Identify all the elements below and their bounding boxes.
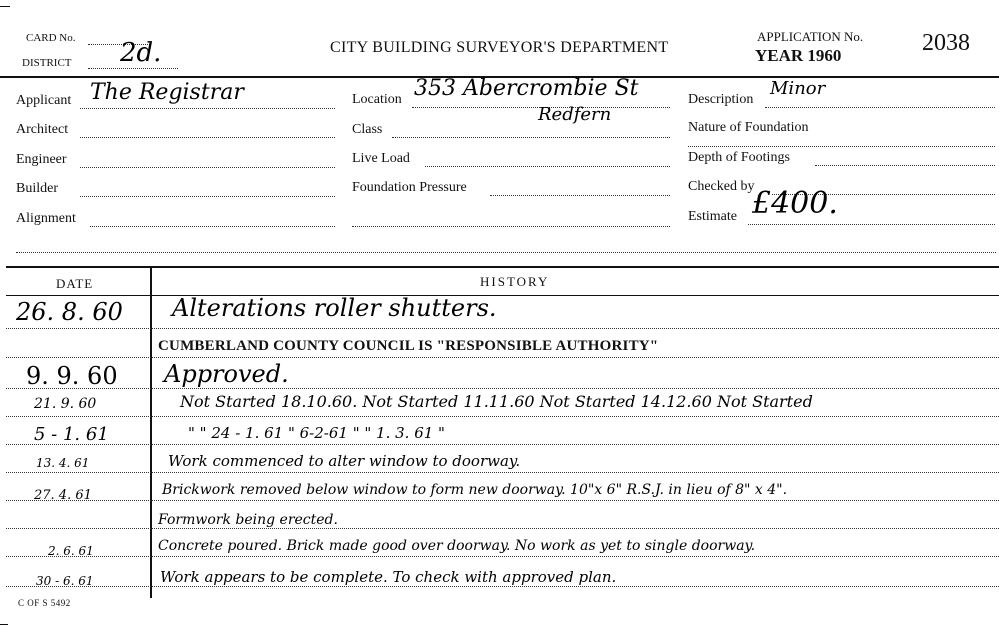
nature-of-foundation-line [688,146,995,147]
estimate-value: £400. [752,186,838,221]
history-entry: Formwork being erected. [158,512,338,528]
history-date: 13. 4. 61 [36,456,90,470]
history-entry: " " 24 - 1. 61 " 6-2-61 " " 1. 3. 61 " [188,424,445,442]
row-line [6,472,999,473]
application-no-label: APPLICATION No. [757,29,864,44]
history-date: 30 - 6. 61 [36,574,94,588]
district-label: DISTRICT [22,57,72,69]
history-top-rule [6,266,999,268]
estimate-line [748,224,995,225]
history-date: 27. 4. 61 [34,488,92,503]
history-entry: Work commenced to alter window to doorway. [168,452,521,470]
application-no: 2038 [922,30,970,56]
applicant-line [80,108,335,109]
history-header: HISTORY [480,274,550,289]
alignment-label: Alignment [16,211,76,226]
location-value: 353 Abercrombie St [414,76,639,101]
bottom-mark [0,624,8,625]
history-date: 2. 6. 61 [48,544,94,558]
history-date: 9. 9. 60 [26,362,118,390]
architect-label: Architect [16,122,69,137]
foundation-pressure-line [490,195,670,196]
description-line [765,107,995,108]
history-entry: Approved. [164,360,289,388]
row-line [6,528,999,529]
card-no-label: CARD No. [26,32,76,44]
row-line [6,388,999,389]
date-column-rule [150,268,152,598]
live-load-line [425,166,670,167]
applicant-label: Applicant [16,93,72,108]
fields-bottom-line [16,252,996,253]
engineer-line [80,167,335,168]
history-entry: Not Started 18.10.60. Not Started 11.11.60 Not Started 14.12.60 Not Started [180,392,813,411]
form-code: C OF S 5492 [18,598,71,608]
alignment-line [90,226,335,227]
location-value-2: Redfern [538,104,612,125]
row-line [6,444,999,445]
district-value: 2d. [120,38,162,68]
engineer-label: Engineer [16,152,67,167]
history-entry: Brickwork removed below window to form new doorway. 10"x 6" R.S.J. in lieu of 8" x 4". [162,482,788,498]
district-line [88,68,178,69]
location-label: Location [352,92,402,107]
class-line [392,137,670,138]
architect-line [80,137,335,138]
row-line [6,357,999,358]
description-value: Minor [770,78,826,99]
foundation-pressure-label: Foundation Pressure [352,180,467,195]
date-header: DATE [56,276,94,291]
history-header-rule [6,295,999,296]
history-entry: Work appears to be complete. To check with approved plan. [160,568,617,586]
checked-by-label: Checked by [688,179,755,194]
history-entry: Concrete poured. Brick made good over doorway. No work as yet to single doorway. [158,538,756,554]
depth-of-footings-line [815,165,995,166]
builder-label: Builder [16,181,58,196]
live-load-label: Live Load [352,151,410,166]
nature-of-foundation-label: Nature of Foundation [688,120,809,135]
estimate-label: Estimate [688,209,737,224]
stamp-authority: CUMBERLAND COUNTY COUNCIL IS "RESPONSIBLE AUTHORITY" [158,338,659,354]
row-line [6,328,999,329]
depth-of-footings-label: Depth of Footings [688,150,790,165]
row-line [6,416,999,417]
year-label: YEAR 1960 [755,46,842,65]
history-date: 26. 8. 60 [16,298,123,326]
class-label: Class [352,122,383,137]
middle-bottom-line [352,226,670,227]
row-line [6,586,999,587]
department-title: CITY BUILDING SURVEYOR'S DEPARTMENT [330,39,669,56]
row-line [6,500,999,501]
builder-line [80,196,335,197]
row-line [6,556,999,557]
history-date: 5 - 1. 61 [34,424,109,445]
history-entry: Alterations roller shutters. [172,294,497,322]
top-mark [0,6,10,7]
description-label: Description [688,92,754,107]
applicant-value: The Registrar [90,80,244,105]
history-date: 21. 9. 60 [34,396,97,412]
